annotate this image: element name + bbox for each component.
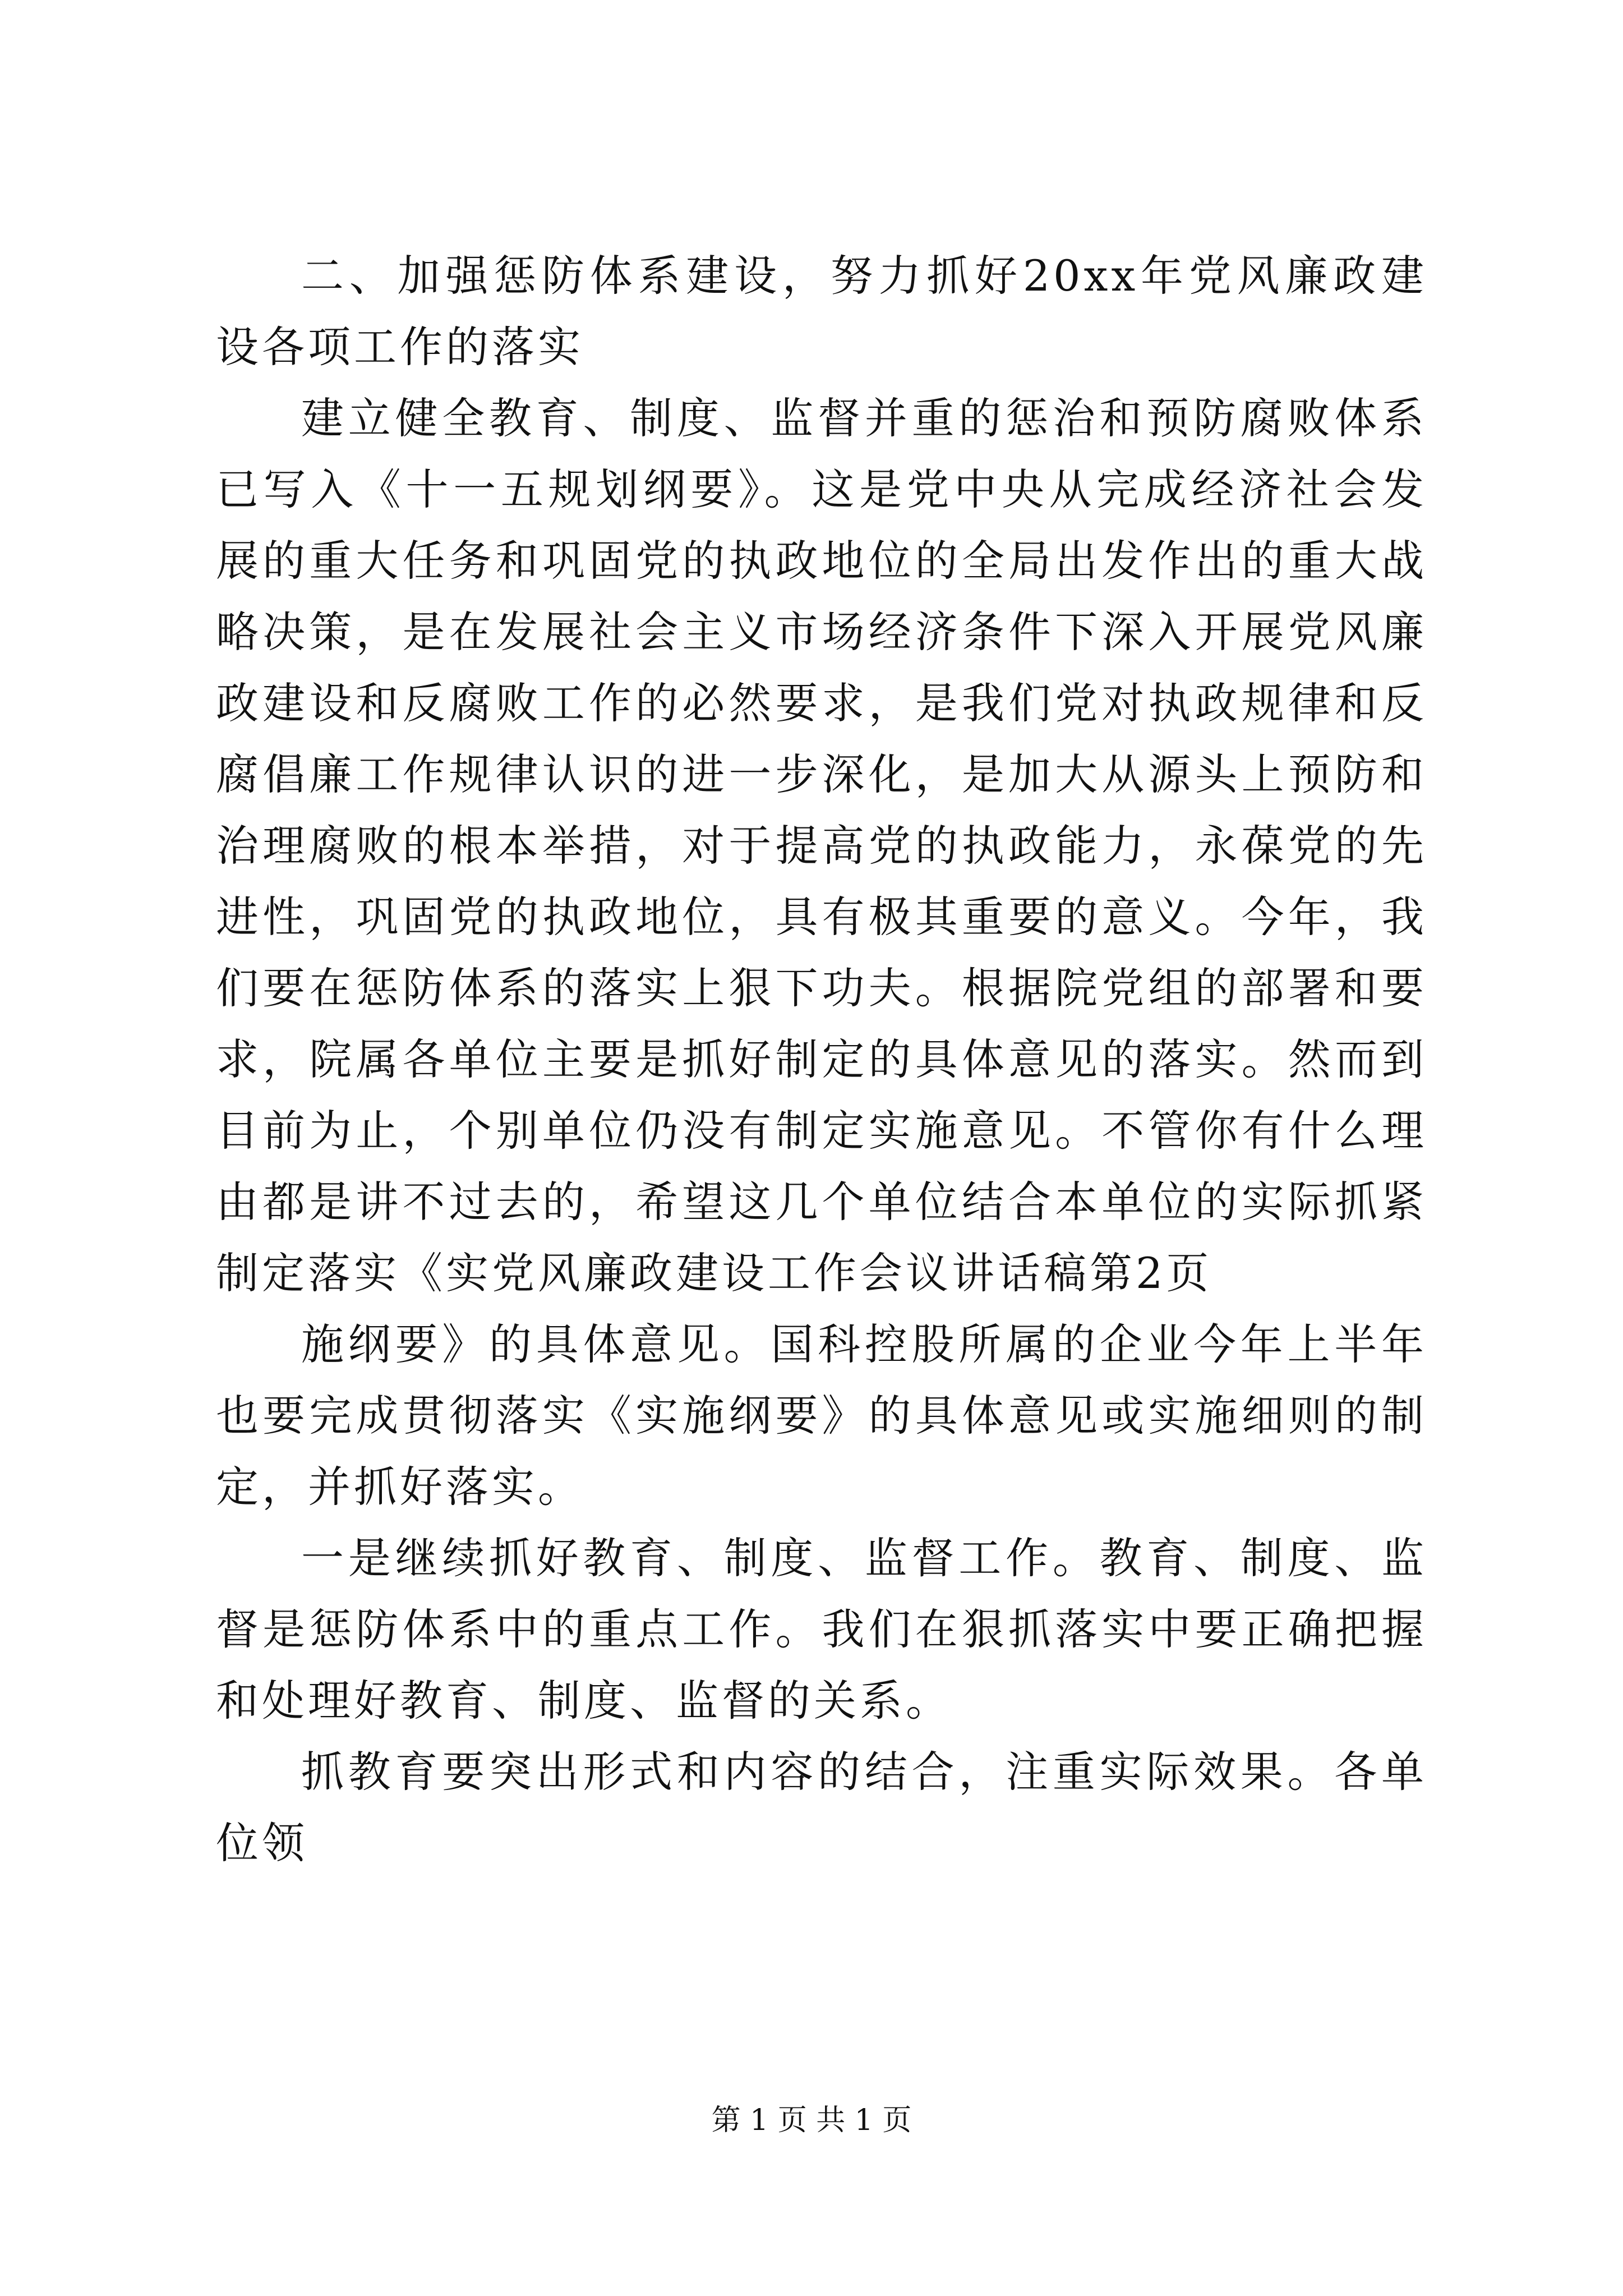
body-paragraph: 施纲要》的具体意见。国科控股所属的企业今年上半年也要完成贯彻落实《实施纲要》的具体意见或实施细则的制定，并抓好落实。 — [216, 1319, 1427, 1512]
body-paragraph: 建立健全教育、制度、监督并重的惩治和预防腐败体系已写入《十一五规划纲要》。这是党中央从完成经济社会发展的重大任务和巩固党的执政地位的全局出发作出的重大战略决策，是在发展社会主义市场经济条件下深入开展党风廉政建设和反腐败工作的必然要求，是我们党对执政规律和反腐倡廉工作规律认识的进一步深化，是加大从源头上预防和治理腐败的根本举措，对于提高党的执政能力，永葆党的先进性，巩固党的执政地位，具有极其重要的意义。今年，我们要在惩防体系的落实上狠下功夫。根据院党组的部署和要求，院属各单位主要是抓好制定的具体意见的落实。然而到目前为止，个别单位仍没有制定实施意见。不管你有什么理由都是讲不过去的，希望这几个单位结合本单位的实际抓紧制定落实《实党风廉政建设工作会议讲话稿第2页 — [216, 393, 1427, 1298]
body-paragraph: 一是继续抓好教育、制度、监督工作。教育、制度、监督是惩防体系中的重点工作。我们在狠抓落实中要正确把握和处理好教育、制度、监督的关系。 — [216, 1533, 1427, 1726]
document-body — [216, 240, 1427, 1879]
section-heading: 二、加强惩防体系建设，努力抓好20xx年党风廉政建设各项工作的落实 — [216, 251, 1427, 372]
page-footer: 第 1 页 共 1 页 — [711, 2104, 912, 2137]
body-paragraph: 抓教育要突出形式和内容的结合，注重实际效果。各单位领 — [216, 1747, 1427, 1868]
